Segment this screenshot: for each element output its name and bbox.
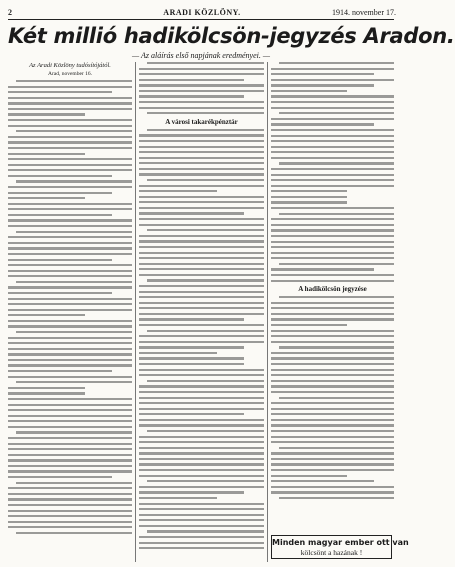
text-line — [271, 190, 347, 192]
text-line — [8, 320, 132, 322]
text-line — [271, 101, 394, 103]
text-line — [8, 359, 132, 361]
column-1-text — [8, 80, 132, 534]
text-line — [271, 419, 394, 421]
text-line — [279, 346, 394, 348]
text-line — [271, 436, 394, 438]
text-line — [147, 430, 264, 432]
text-line — [271, 224, 394, 226]
text-line — [8, 498, 132, 500]
column-2-text-top — [139, 62, 264, 114]
text-line — [147, 62, 264, 64]
text-line — [271, 140, 394, 142]
issue-date: 1914. november 17. — [332, 8, 396, 17]
text-line — [8, 113, 85, 115]
text-line — [8, 203, 132, 205]
text-line — [139, 90, 264, 92]
text-line — [16, 80, 132, 82]
text-line — [139, 486, 264, 488]
text-line — [139, 151, 264, 153]
text-line — [139, 235, 264, 237]
column-2-text-bottom — [139, 129, 264, 550]
text-line — [271, 235, 394, 237]
text-line — [271, 241, 394, 243]
text-line — [271, 107, 394, 109]
text-line — [139, 185, 264, 187]
text-line — [271, 430, 394, 432]
text-line — [271, 201, 347, 203]
text-line — [139, 341, 264, 343]
text-line — [271, 307, 394, 309]
text-line — [8, 437, 132, 439]
text-line — [271, 374, 394, 376]
text-line — [8, 247, 132, 249]
text-line — [139, 525, 264, 527]
text-line — [8, 470, 132, 472]
text-line — [139, 424, 264, 426]
text-line — [139, 463, 264, 465]
text-line — [8, 376, 132, 378]
text-line — [139, 458, 264, 460]
text-line — [147, 480, 264, 482]
text-line — [271, 146, 394, 148]
text-line — [271, 469, 394, 471]
text-line — [8, 510, 132, 512]
text-line — [139, 357, 244, 359]
text-line — [271, 129, 394, 131]
text-line — [139, 508, 264, 510]
text-line — [8, 141, 132, 143]
text-line — [8, 526, 132, 528]
text-line — [271, 475, 347, 477]
text-line — [271, 196, 347, 198]
text-line — [271, 452, 394, 454]
text-line — [139, 252, 264, 254]
text-line — [16, 130, 132, 132]
text-line — [271, 280, 394, 282]
text-line — [271, 424, 394, 426]
text-line — [139, 207, 264, 209]
text-line — [8, 342, 132, 344]
text-line — [139, 296, 264, 298]
text-line — [271, 185, 394, 187]
text-line — [139, 447, 264, 449]
text-line — [139, 391, 264, 393]
text-line — [147, 530, 264, 532]
text-line — [16, 482, 132, 484]
text-line — [279, 296, 394, 298]
text-line — [139, 313, 264, 315]
text-line — [139, 162, 264, 164]
text-line — [139, 419, 264, 421]
text-line — [271, 218, 394, 220]
text-line — [8, 214, 112, 216]
text-line — [139, 302, 264, 304]
text-line — [8, 459, 132, 461]
running-head — [8, 7, 396, 19]
text-line — [271, 380, 394, 382]
subheadline: — Az aláírás első napjának eredményei. — — [132, 51, 270, 60]
article-column-2 — [139, 62, 264, 553]
text-line — [271, 179, 394, 181]
text-line — [8, 443, 132, 445]
text-line — [8, 493, 132, 495]
text-line — [16, 331, 132, 333]
text-line — [139, 324, 264, 326]
text-line — [279, 497, 394, 499]
text-line — [139, 452, 264, 454]
text-line — [8, 387, 85, 389]
text-line — [8, 270, 132, 272]
text-line — [139, 536, 264, 538]
text-line — [139, 168, 264, 170]
text-line — [279, 213, 394, 215]
article-column-1 — [8, 62, 132, 537]
text-line — [139, 352, 217, 354]
text-line — [16, 381, 132, 383]
text-line — [8, 164, 132, 166]
text-line — [8, 420, 132, 422]
appeal-line-2: kölcsönt a hazának ! — [300, 548, 363, 557]
text-line — [139, 441, 264, 443]
text-line — [8, 119, 132, 121]
article-column-3 — [271, 62, 394, 503]
text-line — [139, 397, 264, 399]
text-line — [271, 252, 394, 254]
text-line — [271, 257, 394, 259]
text-line — [271, 79, 394, 81]
text-line — [16, 231, 132, 233]
appeal-notice-box — [271, 535, 409, 559]
text-line — [271, 123, 374, 125]
text-line — [271, 357, 394, 359]
text-line — [139, 318, 244, 320]
text-line — [147, 330, 264, 332]
text-line — [139, 408, 264, 410]
text-line — [271, 246, 394, 248]
text-line — [139, 101, 264, 103]
text-line — [8, 259, 112, 261]
text-line — [139, 346, 244, 348]
text-line — [271, 90, 347, 92]
text-line — [8, 298, 132, 300]
text-line — [139, 73, 264, 75]
text-line — [147, 129, 264, 131]
text-line — [271, 363, 394, 365]
text-line — [271, 168, 394, 170]
text-line — [271, 330, 394, 332]
text-line — [279, 162, 394, 164]
column-divider — [135, 62, 136, 562]
column-3-text-bottom — [271, 296, 394, 499]
text-line — [8, 292, 112, 294]
text-line — [8, 309, 132, 311]
text-line — [139, 68, 264, 70]
column-2-section-heading: A városi takarékpénztár — [165, 117, 238, 126]
text-line — [271, 408, 394, 410]
text-line — [271, 229, 394, 231]
text-line — [16, 180, 132, 182]
text-line — [8, 454, 132, 456]
text-line — [271, 413, 394, 415]
text-line — [16, 281, 132, 283]
text-line — [8, 521, 132, 523]
text-line — [8, 314, 85, 316]
text-line — [271, 341, 394, 343]
text-line — [271, 441, 394, 443]
text-line — [139, 503, 264, 505]
column-3-section-heading: A hadikölcsön jegyzése — [298, 285, 367, 294]
text-line — [279, 62, 394, 64]
paper-name: ARADI KÖZLÖNY. — [163, 8, 241, 17]
text-line — [139, 547, 264, 549]
text-line — [139, 134, 264, 136]
text-line — [271, 73, 374, 75]
text-line — [16, 532, 132, 534]
text-line — [139, 79, 244, 81]
text-line — [271, 313, 394, 315]
text-line — [8, 286, 132, 288]
text-line — [271, 458, 394, 460]
text-line — [271, 463, 394, 465]
text-line — [271, 274, 394, 276]
text-line — [271, 118, 394, 120]
text-line — [8, 242, 132, 244]
text-line — [8, 97, 132, 99]
column-divider — [267, 62, 268, 562]
text-line — [139, 107, 264, 109]
text-line — [139, 268, 264, 270]
text-line — [271, 369, 394, 371]
text-line — [8, 253, 132, 255]
text-line — [271, 95, 394, 97]
text-line — [139, 514, 264, 516]
text-line — [8, 398, 132, 400]
text-line — [139, 274, 264, 276]
text-line — [139, 436, 264, 438]
text-line — [16, 431, 132, 433]
text-line — [139, 146, 264, 148]
text-line — [8, 476, 112, 478]
text-line — [271, 324, 347, 326]
text-line — [139, 246, 264, 248]
text-line — [271, 491, 394, 493]
text-line — [139, 519, 264, 521]
page-number: 2 — [8, 8, 12, 17]
dateline: Arad, november 16. — [48, 71, 92, 77]
text-line — [8, 108, 132, 110]
text-line — [139, 374, 264, 376]
text-line — [271, 84, 374, 86]
text-line — [139, 218, 264, 220]
text-line — [8, 515, 132, 517]
text-line — [271, 268, 374, 270]
text-line — [139, 157, 264, 159]
text-line — [139, 140, 264, 142]
text-line — [139, 240, 264, 242]
text-line — [279, 112, 394, 114]
byline: Az Aradi Közlöny tudósítójától. — [29, 62, 111, 69]
text-line — [8, 303, 132, 305]
text-line — [139, 475, 264, 477]
text-line — [8, 192, 112, 194]
appeal-line-1: Minden magyar ember ott van — [272, 538, 409, 547]
text-line — [139, 307, 264, 309]
text-line — [8, 125, 132, 127]
text-line — [279, 397, 394, 399]
text-line — [8, 404, 132, 406]
text-line — [139, 491, 244, 493]
text-line — [139, 196, 264, 198]
text-line — [271, 352, 394, 354]
text-line — [8, 337, 132, 339]
text-line — [139, 363, 244, 365]
text-line — [8, 225, 132, 227]
text-line — [8, 370, 112, 372]
text-line — [8, 208, 132, 210]
text-line — [271, 402, 394, 404]
text-line — [8, 415, 132, 417]
text-line — [8, 364, 132, 366]
headline: Két millió hadikölcsön-jegyzés Aradon. — [8, 24, 455, 48]
text-line — [139, 212, 244, 214]
text-line — [271, 207, 394, 209]
text-line — [279, 263, 394, 265]
text-line — [139, 469, 264, 471]
text-line — [139, 224, 264, 226]
text-line — [139, 95, 244, 97]
text-line — [139, 291, 264, 293]
text-line — [8, 102, 132, 104]
text-line — [8, 465, 132, 467]
text-line — [8, 197, 85, 199]
text-line — [271, 480, 374, 482]
text-line — [8, 487, 132, 489]
text-line — [8, 348, 132, 350]
text-line — [271, 68, 394, 70]
text-line — [139, 201, 264, 203]
text-line — [139, 402, 264, 404]
text-line — [139, 84, 264, 86]
text-line — [147, 380, 264, 382]
column-3-text-top — [271, 62, 394, 282]
text-line — [271, 335, 394, 337]
text-line — [147, 279, 264, 281]
text-line — [139, 257, 264, 259]
text-line — [8, 169, 132, 171]
text-line — [139, 369, 264, 371]
text-line — [8, 353, 132, 355]
text-line — [8, 91, 112, 93]
text-line — [139, 263, 264, 265]
text-line — [8, 264, 132, 266]
text-line — [147, 179, 264, 181]
text-line — [271, 157, 394, 159]
text-line — [8, 409, 132, 411]
text-line — [147, 112, 264, 114]
text-line — [271, 135, 394, 137]
text-line — [8, 158, 132, 160]
text-line — [139, 190, 217, 192]
text-line — [8, 147, 132, 149]
text-line — [8, 236, 132, 238]
text-line — [139, 335, 264, 337]
text-line — [271, 151, 394, 153]
text-line — [8, 136, 132, 138]
text-line — [8, 153, 85, 155]
text-line — [271, 174, 394, 176]
text-line — [139, 413, 244, 415]
text-line — [8, 86, 132, 88]
text-line — [139, 385, 264, 387]
text-line — [279, 447, 394, 449]
text-line — [8, 219, 132, 221]
text-line — [8, 392, 85, 394]
text-line — [8, 175, 112, 177]
text-line — [8, 325, 132, 327]
text-line — [8, 426, 132, 428]
text-line — [139, 173, 264, 175]
text-line — [271, 318, 394, 320]
text-line — [8, 186, 132, 188]
text-line — [147, 229, 264, 231]
text-line — [8, 275, 132, 277]
text-line — [8, 448, 132, 450]
text-line — [271, 391, 394, 393]
header-rule — [8, 19, 394, 20]
text-line — [139, 497, 217, 499]
text-line — [8, 504, 132, 506]
text-line — [139, 542, 264, 544]
text-line — [271, 486, 394, 488]
text-line — [271, 302, 394, 304]
text-line — [139, 285, 264, 287]
text-line — [271, 385, 394, 387]
